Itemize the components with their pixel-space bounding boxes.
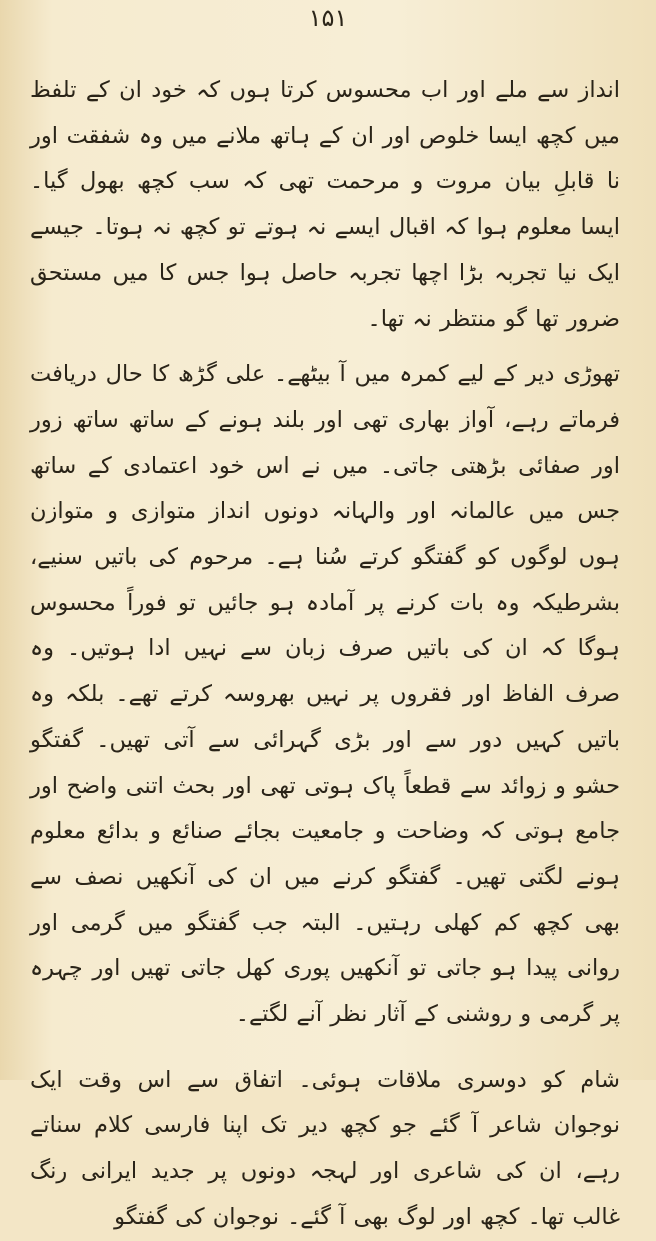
paragraph-2: تھوڑی دیر کے لیے کمرہ میں آ بیٹھے۔ علی گڑھ کا حال دریافت فرماتے رہے، آواز بھاری تھی اور بلند ہونے کے ساتھ ساتھ زور اور صفائی بڑھتی جاتی۔ میں نے اس خود اعتمادی کے ساتھ جس میں عالمانہ اور والہانہ دونوں انداز متوازی و متوازن ہوں لوگوں کو گفتگو کرتے سُنا ہے۔ مرحوم کی باتیں سنیے، بشرطیکہ وہ بات کرنے پر آمادہ ہو جائیں تو فوراً محسوس ہوگا کہ ان کی باتیں صرف زبان سے نہیں ادا ہوتیں۔ وہ صرف الفاظ اور فقروں پر نہیں بھروسہ کرتے تھے۔ بلکہ وہ باتیں کہیں دور سے اور بڑی گہرائی سے آتی تھیں۔ گفتگو حشو و زوائد سے قطعاً پاک ہوتی تھی اور بحث اتنی واضح اور جامع ہوتی کہ وضاحت و جامعیت بجائے صنائع و بدائع معلوم ہونے لگتی تھیں۔ گفتگو کرنے میں ان کی آنکھیں نصف سے بھی کچھ کم کھلی رہتیں۔ البتہ جب گفتگو میں گرمی اور روانی پیدا ہو جاتی تو آنکھیں پوری کھل جاتی تھیں اور چہرہ پر گرمی و روشنی کے آثار نظر آنے لگتے۔: [30, 361, 620, 1028]
page-number: ۱۵۱: [308, 4, 348, 32]
paragraph-3: شام کو دوسری ملاقات ہوئی۔ اتفاق سے اس وقت ایک نوجوان شاعر آ گئے جو کچھ دیر تک اپنا فارسی کلام سناتے رہے، ان کی شاعری اور لہجہ دونوں پر جدید ایرانی رنگ غالب تھا۔ کچھ اور لوگ بھی آ گئے۔ نوجوان کی گفتگو: [30, 1066, 620, 1230]
paragraph-1: انداز سے ملے اور اب محسوس کرتا ہوں کہ خود ان کے تلفظ میں کچھ ایسا خلوص اور ان کے ہاتھ ملانے میں وہ شفقت اور نا قابلِ بیان مروت و مرحمت تھی کہ سب کچھ بھول گیا۔ ایسا معلوم ہوا کہ اقبال ایسے نہ ہوتے تو کچھ نہ ہوتا۔ جیسے ایک نیا تجربہ بڑا اچھا تجربہ حاصل ہوا جس کا میں مستحق ضرور تھا گو منتظر نہ تھا۔: [30, 77, 620, 332]
page-body: [30, 68, 620, 1241]
